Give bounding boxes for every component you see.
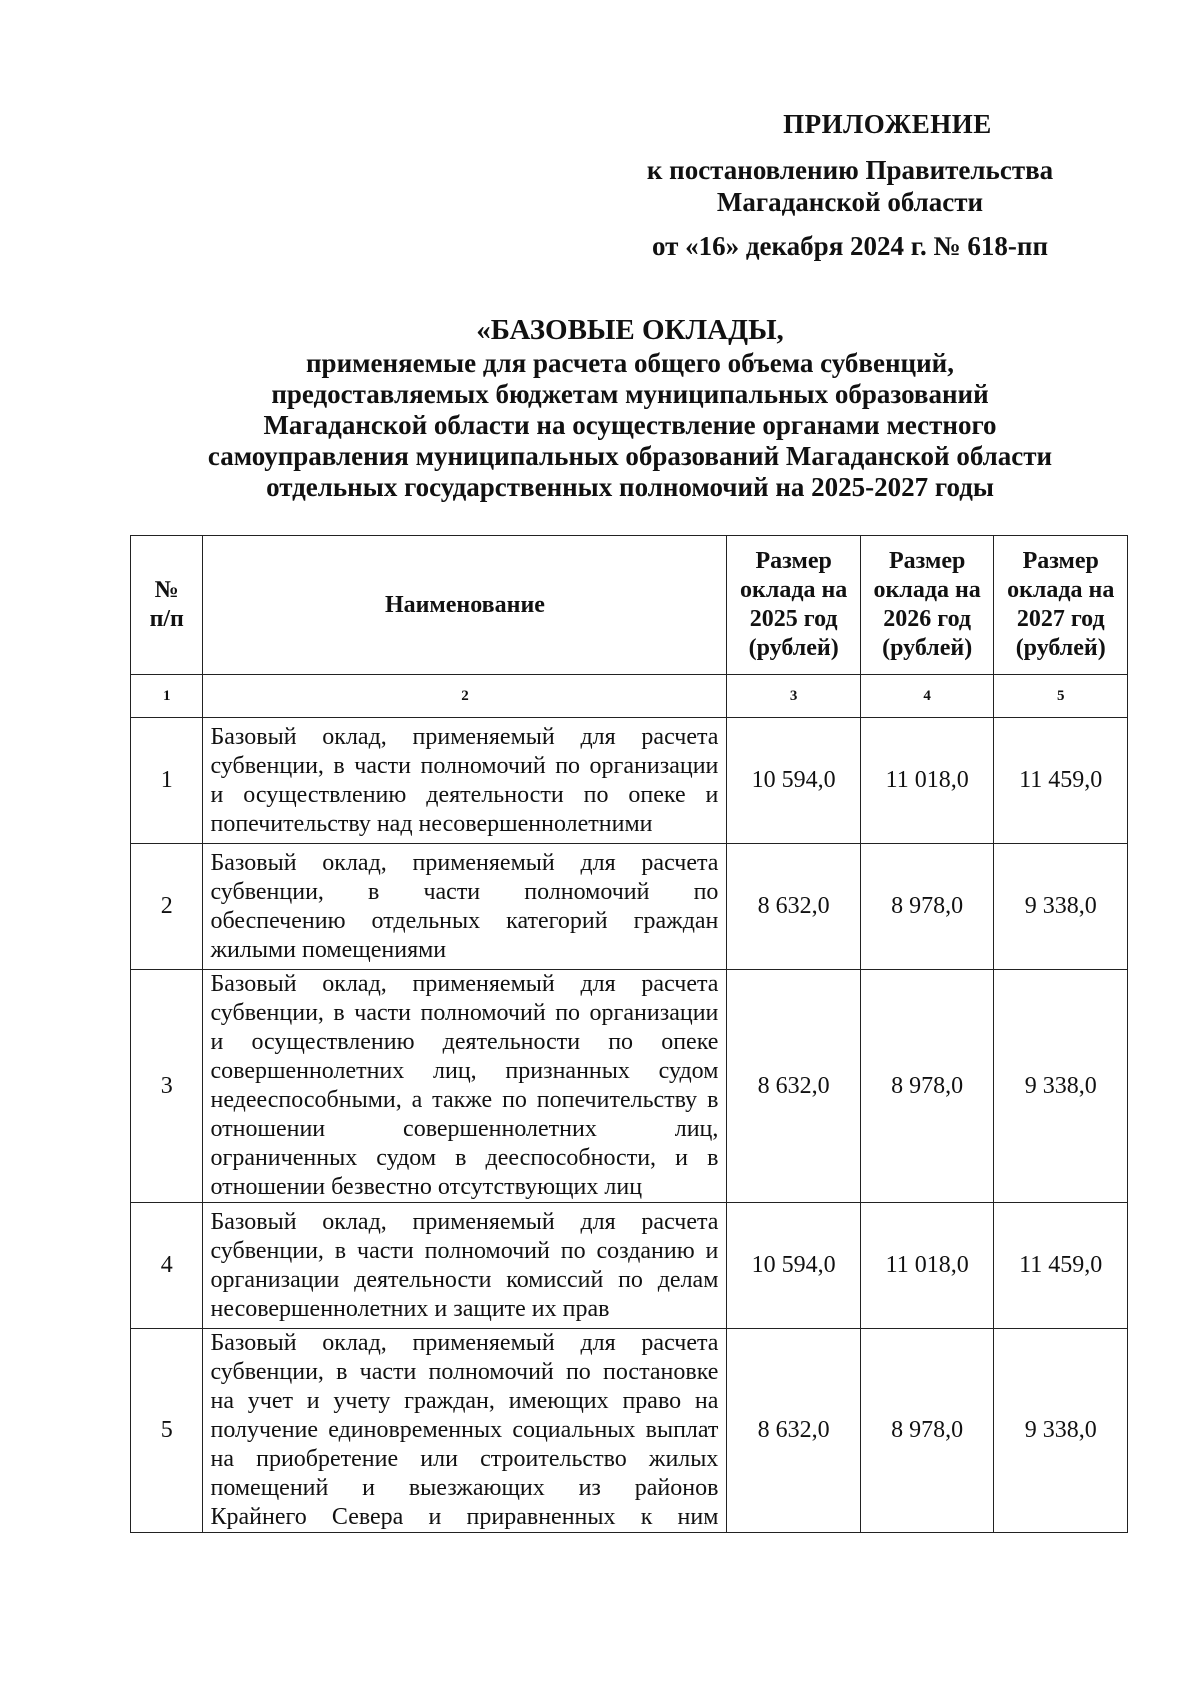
row-name-text bbox=[210, 849, 718, 965]
header-2025: Размер оклада на 2025 год (рублей) bbox=[727, 536, 861, 675]
row-name bbox=[203, 1329, 727, 1533]
table-row bbox=[131, 1203, 1128, 1329]
row-name-line: и осуществлению деятельности по опеке и bbox=[210, 781, 719, 808]
document-title bbox=[130, 315, 1130, 503]
column-number: 3 bbox=[727, 675, 861, 718]
header-2027: Размер оклада на 2027 год (рублей) bbox=[994, 536, 1128, 675]
value-2026: 8 978,0 bbox=[860, 844, 994, 970]
row-name bbox=[203, 718, 727, 844]
appendix-date-line: от «16» декабря 2024 г. № 618-пп bbox=[651, 231, 1049, 261]
value-2026: 11 018,0 bbox=[860, 718, 994, 844]
value-2025: 10 594,0 bbox=[727, 1203, 861, 1329]
row-name-line: субвенции, в части полномочий по постановке bbox=[210, 1359, 719, 1385]
value-2026: 8 978,0 bbox=[860, 1329, 994, 1533]
appendix-line-2: Магаданской области bbox=[716, 187, 984, 217]
appendix-title: ПРИЛОЖЕНИЕ bbox=[783, 109, 992, 139]
appendix-header bbox=[610, 108, 1090, 262]
row-name-line: на приобретение или строительство жилых bbox=[210, 1446, 719, 1472]
table-header-row bbox=[131, 536, 1128, 675]
row-name-line: отношении безвестно отсутствующих лиц bbox=[210, 1174, 643, 1200]
value-2025: 8 632,0 bbox=[727, 844, 861, 970]
row-name-line: помещений и выезжающих из районов bbox=[210, 1475, 719, 1501]
document-title-line: предоставляемых бюджетам муниципальных образований bbox=[271, 379, 989, 409]
table-row bbox=[131, 718, 1128, 844]
appendix-line-1: к постановлению Правительства bbox=[646, 155, 1054, 185]
row-name-line: на учет и учету граждан, имеющих право на bbox=[210, 1388, 719, 1414]
value-2027: 11 459,0 bbox=[994, 718, 1128, 844]
row-name-line: субвенции, в части полномочий по организации bbox=[210, 1000, 719, 1026]
column-number: 4 bbox=[860, 675, 994, 718]
row-name-line: попечительству над несовершеннолетними bbox=[210, 810, 653, 837]
column-number: 1 bbox=[131, 675, 203, 718]
document-title-line: применяемые для расчета общего объема субвенций, bbox=[306, 348, 954, 378]
row-name-line: организации деятельности комиссий по делам bbox=[210, 1266, 719, 1293]
row-number: 4 bbox=[131, 1203, 203, 1329]
row-name-line: субвенции, в части полномочий по организации bbox=[210, 752, 719, 779]
value-2027: 9 338,0 bbox=[994, 970, 1128, 1203]
row-name-line: получение единовременных социальных выплат bbox=[210, 1417, 719, 1443]
row-name-line: ограниченных судом в дееспособности, и в bbox=[210, 1145, 719, 1171]
row-name bbox=[203, 1203, 727, 1329]
row-name bbox=[203, 970, 727, 1203]
row-name-line: субвенции, в части полномочий по bbox=[210, 878, 719, 905]
row-name-text bbox=[210, 970, 718, 1202]
row-name-line: недееспособными, а также по попечительству в bbox=[210, 1087, 719, 1113]
header-num: № п/п bbox=[131, 536, 203, 675]
row-name-line: отношении совершеннолетних лиц, bbox=[210, 1116, 719, 1142]
row-name-line: несовершеннолетних и защите их прав bbox=[210, 1295, 610, 1322]
header-name: Наименование bbox=[203, 536, 727, 675]
value-2027: 9 338,0 bbox=[994, 844, 1128, 970]
row-number: 1 bbox=[131, 718, 203, 844]
base-salary-table bbox=[130, 535, 1128, 1533]
value-2025: 8 632,0 bbox=[727, 970, 861, 1203]
document-title-line: отдельных государственных полномочий на 2025-2027 годы bbox=[266, 472, 994, 502]
row-number: 3 bbox=[131, 970, 203, 1203]
row-number: 2 bbox=[131, 844, 203, 970]
column-number: 5 bbox=[994, 675, 1128, 718]
row-name-line: Базовый оклад, применяемый для расчета bbox=[210, 723, 719, 750]
row-name bbox=[203, 844, 727, 970]
value-2027: 11 459,0 bbox=[994, 1203, 1128, 1329]
row-name-line: жилыми помещениями bbox=[210, 936, 447, 963]
row-name-line: Крайнего Севера и приравненных к ним bbox=[210, 1504, 719, 1530]
column-numbers-row bbox=[131, 675, 1128, 718]
column-number: 2 bbox=[203, 675, 727, 718]
row-name-text bbox=[210, 1329, 718, 1532]
header-2026: Размер оклада на 2026 год (рублей) bbox=[860, 536, 994, 675]
document-title-line: Магаданской области на осуществление органами местного bbox=[263, 410, 997, 440]
row-name-text bbox=[210, 723, 718, 839]
row-name-text bbox=[210, 1208, 718, 1324]
table-row bbox=[131, 1329, 1128, 1533]
row-name-line: совершеннолетних лиц, признанных судом bbox=[210, 1058, 719, 1084]
document-title-line: самоуправления муниципальных образований Магаданской области bbox=[207, 441, 1053, 471]
row-number: 5 bbox=[131, 1329, 203, 1533]
value-2026: 8 978,0 bbox=[860, 970, 994, 1203]
row-name-line: Базовый оклад, применяемый для расчета bbox=[210, 1208, 719, 1235]
row-name-line: Базовый оклад, применяемый для расчета bbox=[210, 849, 719, 876]
document-title-main: «БАЗОВЫЕ ОКЛАДЫ, bbox=[476, 314, 784, 346]
value-2026: 11 018,0 bbox=[860, 1203, 994, 1329]
value-2025: 8 632,0 bbox=[727, 1329, 861, 1533]
value-2025: 10 594,0 bbox=[727, 718, 861, 844]
row-name-line: обеспечению отдельных категорий граждан bbox=[210, 907, 719, 934]
row-name-line: и осуществлению деятельности по опеке bbox=[210, 1029, 719, 1055]
row-name-line: субвенции, в части полномочий по созданию и bbox=[210, 1237, 719, 1264]
value-2027: 9 338,0 bbox=[994, 1329, 1128, 1533]
table-row bbox=[131, 970, 1128, 1203]
row-name-line: Базовый оклад, применяемый для расчета bbox=[210, 1330, 719, 1356]
table-row bbox=[131, 844, 1128, 970]
row-name-line: Базовый оклад, применяемый для расчета bbox=[210, 971, 719, 997]
